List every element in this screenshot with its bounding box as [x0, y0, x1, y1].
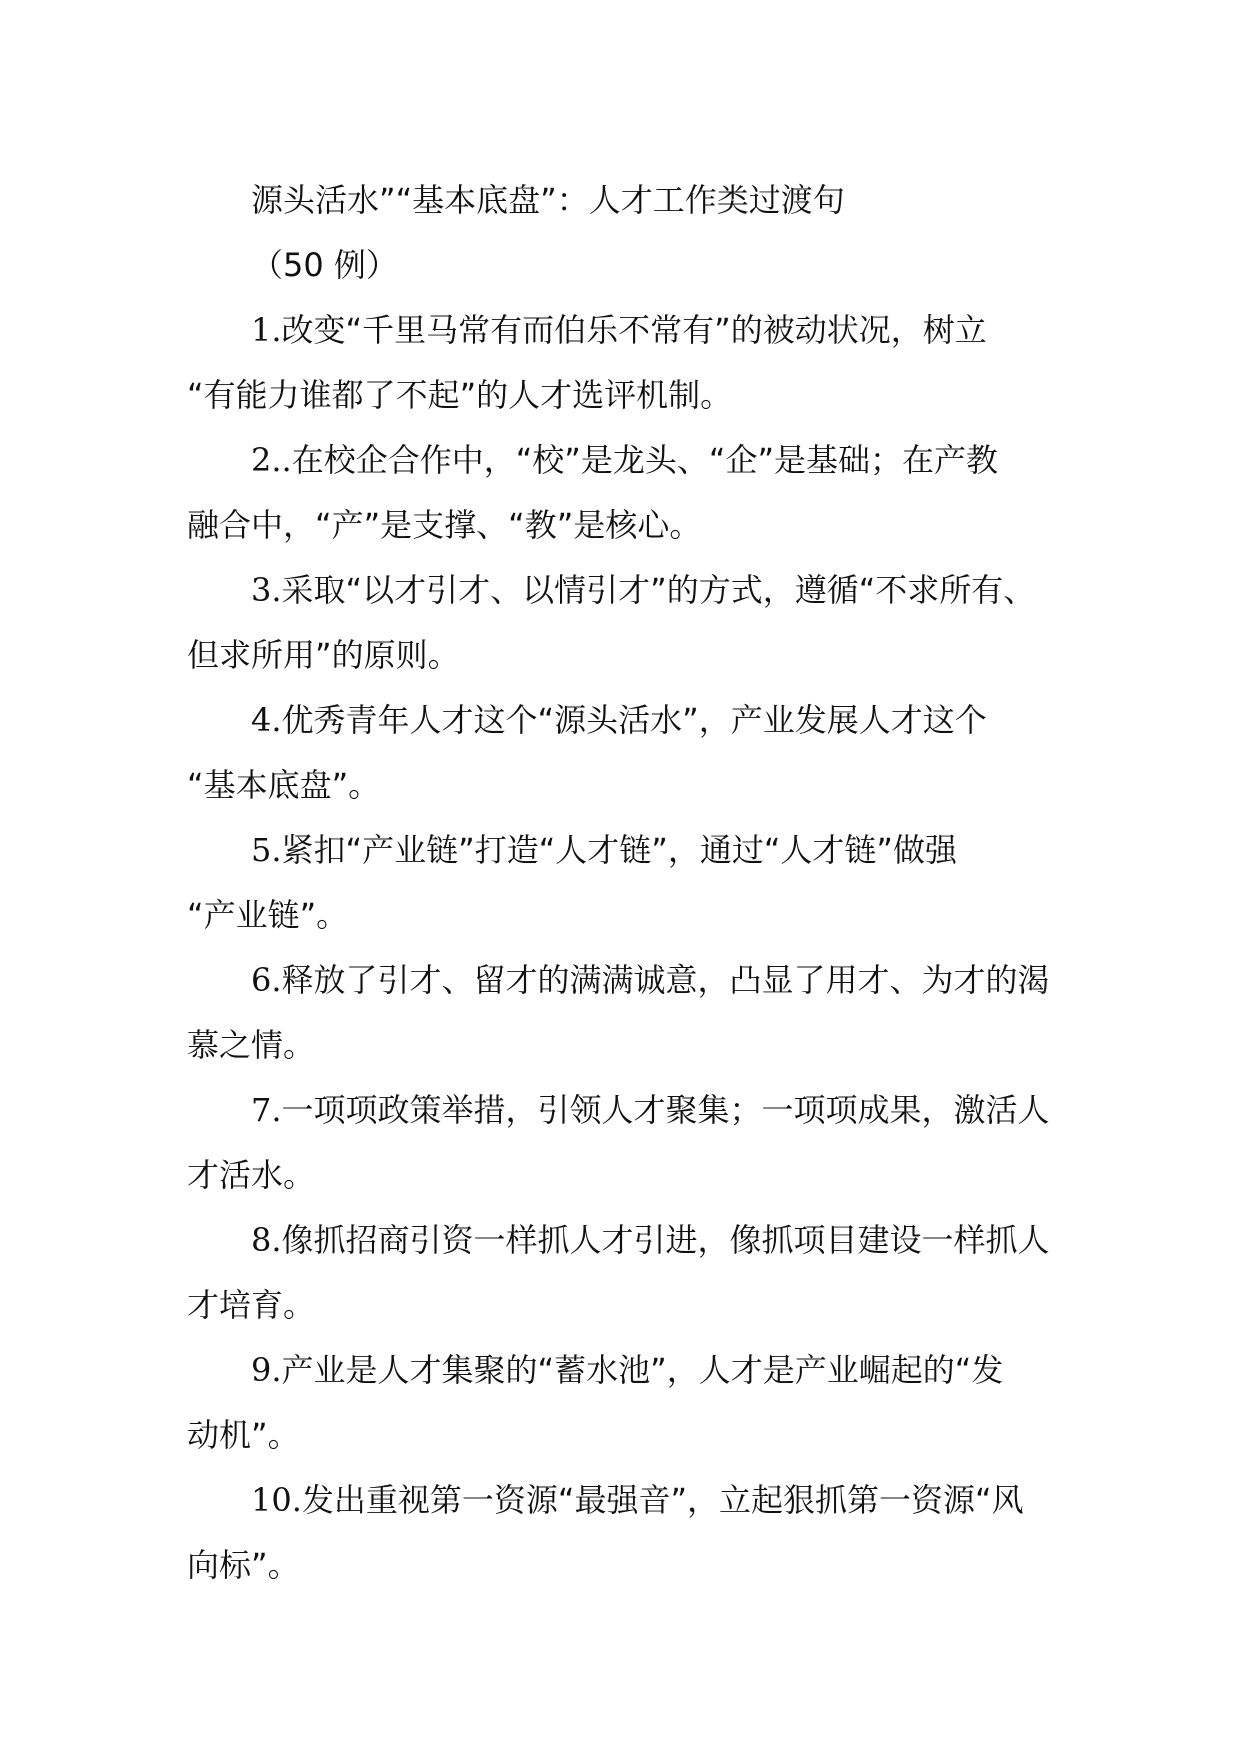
document-title [187, 168, 1067, 233]
list-item [187, 948, 1067, 1078]
item-number: 3. [251, 571, 282, 609]
list-item [187, 1468, 1067, 1598]
document-title-text: 源头活水”“基本底盘”：人才工作类过渡句 [251, 181, 845, 219]
item-text-line2: “产业链”。 [187, 896, 349, 934]
item-text-line2: 慕之情。 [187, 1026, 316, 1064]
item-text-line1: 紧扣“产业链”打造“人才链”，通过“人才链”做强 [281, 831, 958, 869]
item-text-line1: 采取“以才引才、以情引才”的方式，遵循“不求所有、 [281, 571, 1036, 609]
list-item [187, 818, 1067, 948]
item-text-line1: 产业是人才集聚的“蓄水池”，人才是产业崛起的“发 [281, 1351, 1004, 1389]
list-item [187, 558, 1067, 688]
item-text-line1: 一项项政策举措，引领人才聚集；一项项成果，激活人 [281, 1091, 1050, 1129]
list-item [187, 428, 1067, 558]
document-body [187, 168, 1067, 1598]
item-text-line2: 向标”。 [187, 1546, 300, 1584]
item-number: 10. [251, 1481, 302, 1519]
list-item [187, 1208, 1067, 1338]
item-text-line2: “有能力谁都了不起”的人才选评机制。 [187, 376, 733, 414]
list-item [187, 1338, 1067, 1468]
item-text-line2: 但求所用”的原则。 [187, 636, 460, 674]
list-item [187, 688, 1067, 818]
item-number: 8. [251, 1221, 282, 1259]
item-text-line2: 才培育。 [187, 1286, 316, 1324]
item-text-line1: 发出重视第一资源“最强音”，立起狠抓第一资源“风 [301, 1481, 1024, 1519]
item-number: 6. [251, 961, 282, 999]
item-text-line2: “基本底盘”。 [187, 766, 381, 804]
item-text-line2: 融合中，“产”是支撑、“教”是核心。 [187, 506, 702, 544]
item-number: 1. [251, 311, 282, 349]
document-subtitle-text: （50 例） [251, 246, 398, 284]
item-text-line1: 在校企合作中，“校”是龙头、“企”是基础；在产教 [291, 441, 999, 479]
item-text-line1: 优秀青年人才这个“源头活水”，产业发展人才这个 [281, 701, 987, 739]
item-text-line2: 才活水。 [187, 1156, 316, 1194]
item-number: 2.. [251, 441, 292, 479]
item-number: 5. [251, 831, 282, 869]
item-text-line1: 像抓招商引资一样抓人才引进，像抓项目建设一样抓人 [281, 1221, 1050, 1259]
item-text-line2: 动机”。 [187, 1416, 300, 1454]
item-text-line1: 改变“千里马常有而伯乐不常有”的被动状况，树立 [281, 311, 987, 349]
document-subtitle [187, 233, 1067, 298]
item-number: 9. [251, 1351, 282, 1389]
item-text-line1: 释放了引才、留才的满满诚意，凸显了用才、为才的渴 [281, 961, 1050, 999]
list-item [187, 298, 1067, 428]
item-number: 7. [251, 1091, 282, 1129]
list-item [187, 1078, 1067, 1208]
item-number: 4. [251, 701, 282, 739]
